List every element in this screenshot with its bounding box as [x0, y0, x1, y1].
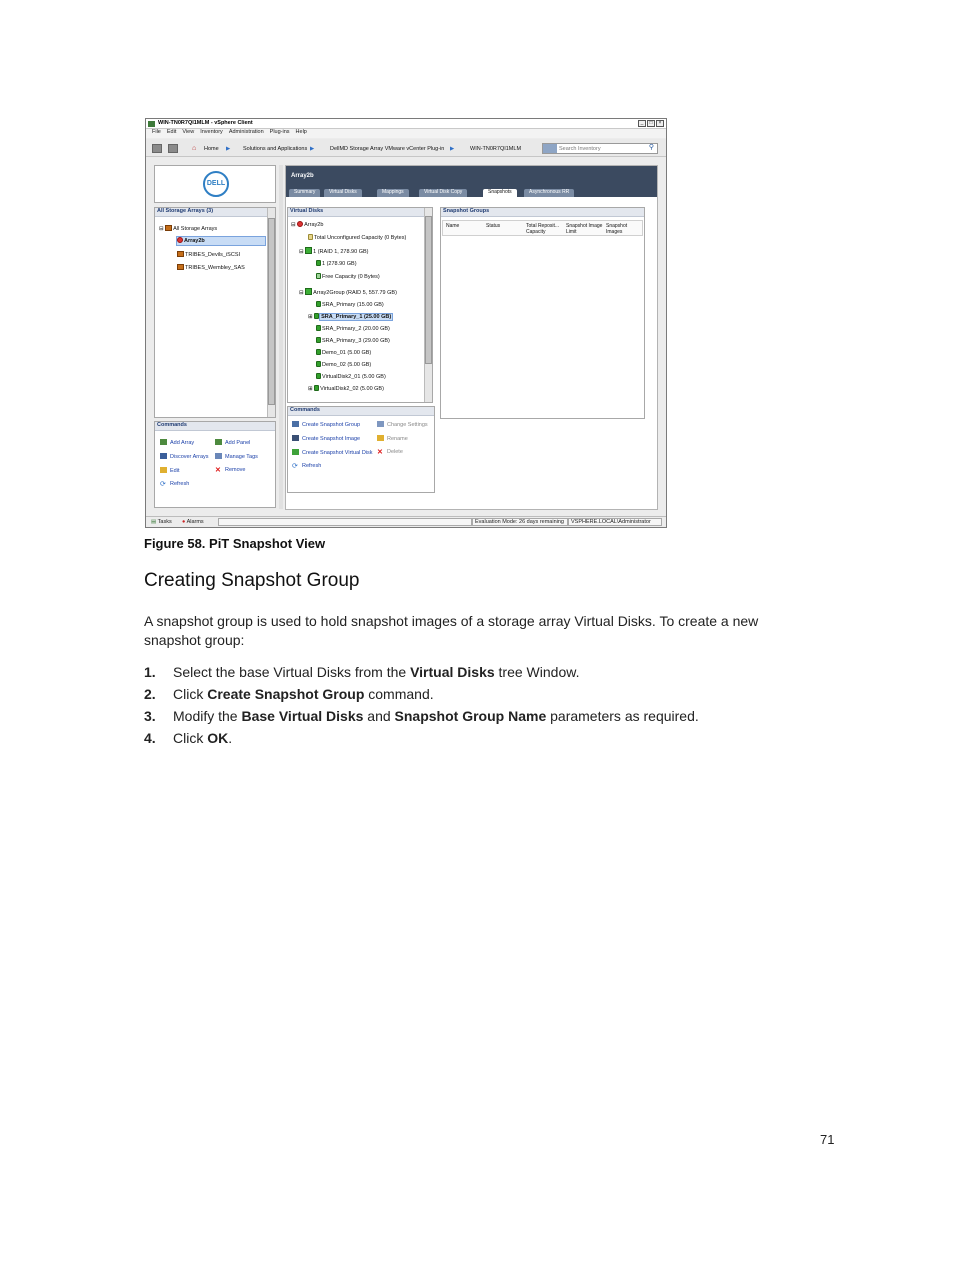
- dell-logo-panel: [154, 165, 276, 203]
- tab-virtual-disk-copy[interactable]: Virtual Disk Copy: [419, 189, 467, 197]
- search-input[interactable]: Search Inventory: [559, 146, 601, 152]
- chevron-right-icon: ▶: [450, 146, 455, 152]
- virtual-disk-icon: [316, 361, 321, 367]
- tag-icon: [215, 453, 222, 459]
- breadcrumb-plugin[interactable]: DellMD Storage Array VMware vCenter Plug-in: [330, 146, 445, 152]
- storage-arrays-header: All Storage Arrays (3): [155, 208, 275, 217]
- collapse-icon: ⊟: [291, 222, 296, 228]
- menu-plugins[interactable]: Plug-ins: [269, 129, 290, 135]
- tree-node-array2b[interactable]: Array2b: [177, 237, 265, 245]
- step-3: 3. Modify the Base Virtual Disks and Snapshot Group Name parameters as required.: [144, 708, 699, 724]
- vsphere-screenshot: [145, 118, 667, 528]
- collapse-icon: ⊟: [299, 290, 304, 296]
- refresh-icon: ⟳: [160, 481, 166, 488]
- vd-node-free-capacity[interactable]: Free Capacity (0 Bytes): [316, 273, 380, 281]
- storage-icon: [165, 225, 172, 231]
- left-commands-header: Commands: [155, 422, 275, 431]
- minimize-icon[interactable]: _: [638, 120, 646, 127]
- vd-node-sra-primary[interactable]: SRA_Primary (15.00 GB): [316, 301, 384, 309]
- edit-button[interactable]: Edit: [160, 467, 179, 475]
- vd-node-1[interactable]: 1 (278.90 GB): [316, 260, 357, 268]
- scroll-thumb[interactable]: [425, 216, 432, 364]
- breadcrumb-home[interactable]: Home: [204, 146, 219, 152]
- menu-inventory[interactable]: Inventory: [200, 129, 223, 135]
- back-button[interactable]: [152, 144, 162, 153]
- left-commands-panel: [154, 421, 276, 508]
- capacity-icon: [308, 234, 313, 240]
- menu-help[interactable]: Help: [295, 129, 307, 135]
- manage-tags-button[interactable]: Manage Tags: [215, 453, 258, 461]
- virtual-disk-icon: [314, 313, 319, 319]
- section-heading: Creating Snapshot Group: [144, 570, 360, 591]
- scroll-thumb[interactable]: [268, 218, 275, 405]
- storage-array-icon: [177, 251, 184, 257]
- breadcrumb-solutions[interactable]: Solutions and Applications: [243, 146, 308, 152]
- virtual-disk-icon: [314, 385, 319, 391]
- disk-group-icon: [305, 247, 312, 254]
- discover-arrays-button[interactable]: Discover Arrays: [160, 453, 209, 461]
- add-panel-button[interactable]: Add Panel: [215, 439, 250, 447]
- snapshot-groups-panel: [440, 207, 645, 419]
- maximize-icon[interactable]: □: [647, 120, 655, 127]
- vd-node-virtualdisk2-01[interactable]: VirtualDisk2_01 (5.00 GB): [316, 373, 386, 381]
- dell-logo: DELL: [203, 171, 229, 197]
- snapshot-vdisk-icon: [292, 449, 299, 455]
- snapshot-image-icon: [292, 435, 299, 441]
- alarm-icon: ●: [182, 519, 186, 525]
- tab-asynchronous-rr[interactable]: Asynchronous RR: [524, 189, 574, 197]
- snapshot-groups-header: Snapshot Groups: [441, 208, 644, 217]
- disk-group-icon: [305, 288, 312, 295]
- navigation-bar: [146, 139, 666, 157]
- vd-commands-header: Commands: [288, 407, 434, 416]
- breadcrumb-host[interactable]: WIN-TN0R7QI1MLM: [470, 146, 522, 152]
- collapse-icon[interactable]: ⊟: [159, 226, 164, 232]
- menu-edit[interactable]: Edit: [166, 129, 177, 135]
- figure-caption: Figure 58. PiT Snapshot View: [144, 536, 326, 551]
- array-alert-icon: [177, 237, 183, 243]
- snapshot-group-icon: [292, 421, 299, 427]
- array-tabs: [286, 188, 657, 197]
- home-icon: ⌂: [192, 145, 197, 152]
- refresh-button[interactable]: ⟳ Refresh: [160, 481, 190, 488]
- vd-node-unconfigured[interactable]: Total Unconfigured Capacity (0 Bytes): [308, 234, 406, 242]
- rename-button[interactable]: Rename: [377, 435, 408, 443]
- step-1: 1. Select the base Virtual Disks from the Virtual Disks tree Window.: [144, 664, 580, 680]
- status-empty-cell: [218, 518, 472, 526]
- array-title: Array2b: [291, 173, 314, 179]
- virtual-disks-panel: [287, 207, 433, 403]
- refresh-icon: ⟳: [292, 463, 298, 470]
- virtual-disk-icon: [316, 349, 321, 355]
- virtual-disk-icon: [316, 337, 321, 343]
- expand-icon: ⊞: [308, 314, 313, 320]
- evaluation-status: Evaluation Mode: 26 days remaining: [472, 518, 568, 526]
- pencil-icon: [377, 435, 384, 441]
- vd-node-demo-01[interactable]: Demo_01 (5.00 GB): [316, 349, 371, 357]
- create-snapshot-virtual-disk-button[interactable]: Create Snapshot Virtual Disk: [292, 449, 373, 457]
- panel-splitter[interactable]: [279, 165, 283, 509]
- tree-node-all-arrays[interactable]: ⊟ All Storage Arrays: [159, 226, 218, 232]
- pencil-icon: [160, 467, 167, 473]
- virtual-disk-icon: [316, 260, 321, 266]
- chevron-right-icon: ▶: [226, 146, 231, 152]
- tasks-icon: ▤: [151, 519, 157, 525]
- storage-arrays-panel: [154, 207, 276, 418]
- tab-virtual-disks[interactable]: Virtual Disks: [324, 189, 362, 197]
- virtual-disks-header: Virtual Disks: [288, 208, 432, 217]
- alarms-button[interactable]: ● Alarms: [182, 519, 204, 525]
- tab-snapshots[interactable]: Snapshots: [483, 189, 517, 197]
- vd-node-sra-primary-2[interactable]: SRA_Primary_2 (20.00 GB): [316, 325, 390, 333]
- tree-node-devils[interactable]: TRIBES_Devils_iSCSI: [177, 251, 240, 259]
- collapse-icon: ⊟: [299, 249, 304, 255]
- logged-in-user: VSPHERE.LOCAL\Administrator: [568, 518, 662, 526]
- intro-paragraph: A snapshot group is used to hold snapshot images of a storage array Virtual Disks. To create a new snapshot group:: [144, 613, 759, 648]
- col-snapshot-images[interactable]: Snapshot Images: [606, 223, 628, 235]
- col-status[interactable]: Status: [486, 223, 501, 229]
- search-box[interactable]: [542, 143, 658, 154]
- delete-x-icon: ✕: [377, 449, 383, 456]
- col-name[interactable]: Name: [446, 223, 460, 229]
- chevron-right-icon: ▶: [310, 146, 315, 152]
- search-scope-dropdown[interactable]: [543, 144, 557, 153]
- app-icon: [148, 121, 155, 127]
- status-bar: [146, 516, 666, 527]
- close-icon[interactable]: ×: [656, 120, 664, 127]
- array-alert-icon: [297, 221, 303, 227]
- tab-summary[interactable]: Summary: [289, 189, 320, 197]
- remove-button[interactable]: ✕ Remove: [215, 467, 246, 474]
- left-scrollbar[interactable]: [267, 208, 275, 417]
- tab-mappings[interactable]: Mappings: [377, 189, 409, 197]
- add-array-icon: [160, 439, 167, 445]
- window-controls: [638, 120, 664, 127]
- remove-x-icon: ✕: [215, 467, 221, 474]
- vd-node-raid1[interactable]: ⊟ 1 (RAID 1, 278.90 GB): [299, 249, 369, 255]
- vd-commands-panel: [287, 406, 435, 493]
- search-icon[interactable]: ⚲: [648, 144, 655, 151]
- menu-administration[interactable]: Administration: [228, 129, 264, 135]
- delete-button[interactable]: ✕ Delete: [377, 449, 403, 456]
- col-snapshot-image-limit[interactable]: Snapshot Image Limit: [566, 223, 603, 235]
- add-panel-icon: [215, 439, 222, 445]
- virtual-disk-icon: [316, 325, 321, 331]
- virtual-disk-icon: [316, 301, 321, 307]
- window-titlebar: [146, 119, 666, 129]
- page-number: 71: [820, 1132, 835, 1147]
- add-array-button[interactable]: Add Array: [160, 439, 194, 447]
- free-capacity-icon: [316, 273, 321, 279]
- storage-array-icon: [177, 264, 184, 270]
- tasks-button[interactable]: ▤ Tasks: [151, 519, 172, 525]
- change-settings-button[interactable]: Change Settings: [377, 421, 428, 429]
- vd-node-virtualdisk2-02[interactable]: ⊞ VirtualDisk2_02 (5.00 GB): [308, 386, 384, 392]
- vd-refresh-button[interactable]: ⟳ Refresh: [292, 463, 322, 470]
- array-content-area: [285, 165, 658, 510]
- virtual-disk-icon: [316, 373, 321, 379]
- vd-node-sra-primary-1[interactable]: ⊞ SRA_Primary_1 (25.00 GB): [308, 314, 392, 320]
- vd-node-demo-02[interactable]: Demo_02 (5.00 GB): [316, 361, 371, 369]
- create-snapshot-image-button[interactable]: Create Snapshot Image: [292, 435, 360, 443]
- window-title: WIN-TN0R7QI1MLM - vSphere Client: [158, 120, 253, 126]
- menu-bar: [146, 129, 666, 138]
- forward-button[interactable]: [168, 144, 178, 153]
- vd-scrollbar[interactable]: [424, 208, 432, 402]
- vd-node-array[interactable]: ⊟ Array2b: [291, 222, 324, 228]
- menu-file[interactable]: File: [152, 129, 161, 135]
- snapshot-groups-table-header: [442, 220, 643, 236]
- discover-icon: [160, 453, 167, 459]
- expand-icon: ⊞: [308, 386, 313, 392]
- col-total-repository-capacity[interactable]: Total Reposit... Capacity: [526, 223, 560, 235]
- menu-view[interactable]: View: [182, 129, 195, 135]
- vd-node-sra-primary-3[interactable]: SRA_Primary_3 (29.00 GB): [316, 337, 390, 345]
- step-2: 2. Click Create Snapshot Group command.: [144, 686, 434, 702]
- tree-node-wembley[interactable]: TRIBES_Wembley_SAS: [177, 264, 245, 272]
- step-4: 4. Click OK.: [144, 730, 233, 746]
- settings-icon: [377, 421, 384, 427]
- vd-node-array2group[interactable]: ⊟ Array2Group (RAID 5, 557.79 GB): [299, 290, 397, 296]
- create-snapshot-group-button[interactable]: Create Snapshot Group: [292, 421, 360, 429]
